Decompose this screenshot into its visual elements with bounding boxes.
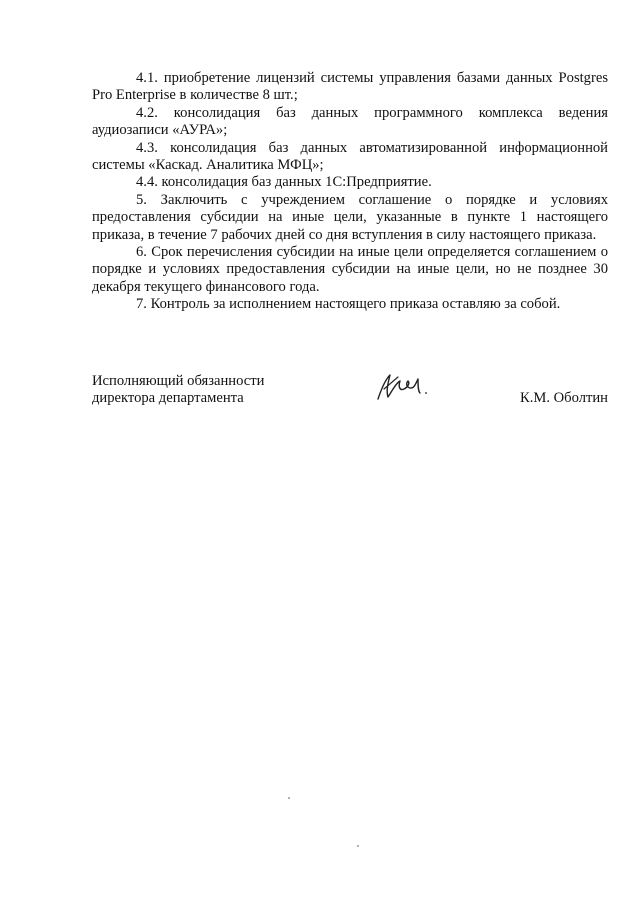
handwritten-signature [374, 369, 434, 403]
paragraph-5: 5. Заключить с учреждением соглашение о порядке и условиях предоставления субсидии на иные цели, указанные в пункте 1 настоящего приказа, в течение 7 рабочих дней со дня вступления в силу настоящего приказа. [92, 191, 608, 243]
paragraph-7: 7. Контроль за исполнением настоящего приказа оставляю за собой. [136, 296, 561, 313]
signer-position [92, 373, 264, 408]
paragraph-4-2: 4.2. консолидация баз данных программного комплекса ведения аудиозаписи «АУРА»; [92, 104, 608, 139]
signature-block [92, 373, 608, 413]
position-line-1: Исполняющий обязанности [92, 373, 265, 389]
document-body [92, 70, 608, 314]
paragraph-4-3: 4.3. консолидация баз данных автоматизированной информационной системы «Каскад. Аналитика МФЦ»; [92, 139, 608, 174]
scan-speck [357, 845, 359, 847]
paragraph-4-1: 4.1. приобретение лицензий системы управления базами данных Postgres Pro Enterprise в количестве 8 шт.; [92, 70, 608, 104]
position-line-2: директора департамента [92, 390, 244, 407]
paragraph-4-4: 4.4. консолидация баз данных 1С:Предприятие. [136, 174, 432, 191]
signer-name: К.М. Оболтин [519, 390, 608, 406]
scan-speck [288, 797, 290, 799]
paragraph-6: 6. Срок перечисления субсидии на иные цели определяется соглашением о порядке и условиях предоставления субсидии на иные цели, но не позднее 30 декабря текущего финансового года. [92, 244, 608, 295]
